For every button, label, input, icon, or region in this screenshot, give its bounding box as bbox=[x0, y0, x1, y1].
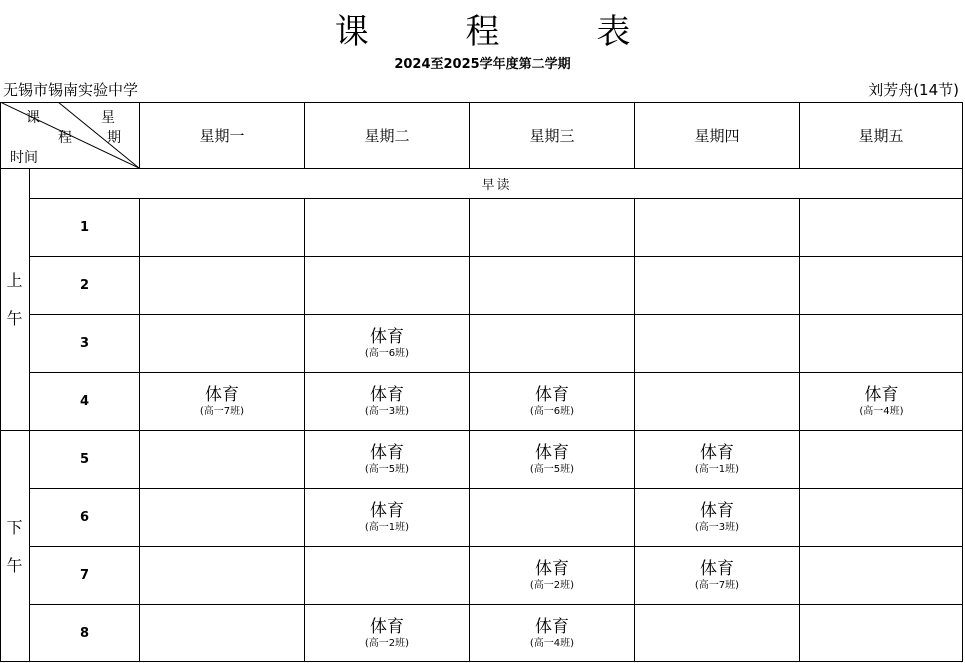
morning-reading-row: 早读 bbox=[30, 169, 963, 199]
corner-header bbox=[0, 102, 140, 169]
schedule-cell bbox=[635, 431, 800, 489]
schedule-cell bbox=[470, 315, 635, 373]
corner-cheng: 程 bbox=[58, 130, 72, 146]
schedule-cell bbox=[800, 199, 963, 257]
period-number: 6 bbox=[30, 489, 140, 547]
schedule-cell bbox=[305, 257, 470, 315]
class-name: (高一1班) bbox=[364, 521, 410, 533]
afternoon-label bbox=[0, 431, 30, 662]
schedule-cell bbox=[800, 315, 963, 373]
header-divider bbox=[0, 168, 963, 169]
morning-char: 午 bbox=[6, 308, 23, 328]
class-name: (高一5班) bbox=[529, 463, 575, 475]
schedule-cell bbox=[470, 547, 635, 605]
schedule-cell bbox=[635, 199, 800, 257]
period-number: 2 bbox=[30, 257, 140, 315]
page-title bbox=[0, 4, 965, 53]
schedule-cell bbox=[305, 373, 470, 431]
schedule-cell bbox=[470, 257, 635, 315]
schedule-cell bbox=[635, 605, 800, 662]
day-header: 星期一 bbox=[140, 102, 305, 169]
subject-name: 体育 bbox=[370, 384, 404, 405]
schedule-cell bbox=[800, 489, 963, 547]
subject-name: 体育 bbox=[535, 558, 569, 579]
title-char-2: 程 bbox=[465, 12, 500, 52]
title-char-1: 课 bbox=[334, 12, 369, 52]
schedule-cell bbox=[800, 605, 963, 662]
corner-time: 时间 bbox=[10, 150, 38, 166]
class-name: (高一6班) bbox=[364, 347, 410, 359]
schedule-cell bbox=[470, 199, 635, 257]
subject-name: 体育 bbox=[535, 442, 569, 463]
class-name: (高一3班) bbox=[694, 521, 740, 533]
morning-label bbox=[0, 169, 30, 431]
schedule-cell bbox=[305, 489, 470, 547]
schedule-cell bbox=[635, 489, 800, 547]
schedule-cell bbox=[140, 547, 305, 605]
subject-name: 体育 bbox=[700, 442, 734, 463]
class-name: (高一4班) bbox=[859, 405, 904, 417]
schedule-cell bbox=[470, 489, 635, 547]
subject-name: 体育 bbox=[864, 384, 899, 405]
schedule-cell bbox=[305, 431, 470, 489]
school-name: 无锡市锡南实验中学 bbox=[3, 81, 139, 99]
class-name: (高一5班) bbox=[364, 463, 410, 475]
subject-name: 体育 bbox=[535, 616, 569, 637]
afternoon-char: 下 bbox=[6, 517, 23, 537]
schedule-cell bbox=[800, 373, 963, 431]
schedule-cell bbox=[635, 315, 800, 373]
schedule-cell bbox=[140, 199, 305, 257]
schedule-cell bbox=[140, 489, 305, 547]
day-header: 星期四 bbox=[635, 102, 800, 169]
schedule-cell bbox=[140, 315, 305, 373]
subject-name: 体育 bbox=[700, 558, 734, 579]
schedule-cell bbox=[305, 199, 470, 257]
schedule-cell bbox=[635, 547, 800, 605]
period-number: 3 bbox=[30, 315, 140, 373]
timetable-grid bbox=[0, 102, 963, 662]
subject-name: 体育 bbox=[370, 616, 404, 637]
term-subtitle: 2024至2025学年度第二学期 bbox=[394, 57, 571, 72]
day-header: 星期五 bbox=[800, 102, 963, 169]
period-number: 7 bbox=[30, 547, 140, 605]
period-number: 8 bbox=[30, 605, 140, 662]
schedule-cell bbox=[140, 431, 305, 489]
schedule-cell bbox=[635, 373, 800, 431]
schedule-cell bbox=[305, 315, 470, 373]
period-number: 1 bbox=[30, 199, 140, 257]
class-name: (高一7班) bbox=[694, 579, 740, 591]
subject-name: 体育 bbox=[205, 384, 239, 405]
schedule-cell bbox=[470, 605, 635, 662]
subject-name: 体育 bbox=[370, 442, 404, 463]
class-name: (高一6班) bbox=[529, 405, 575, 417]
schedule-cell bbox=[140, 257, 305, 315]
period-number: 5 bbox=[30, 431, 140, 489]
corner-xing: 星 bbox=[101, 110, 115, 126]
subject-name: 体育 bbox=[700, 500, 734, 521]
title-char-3: 表 bbox=[596, 12, 631, 52]
schedule-cell bbox=[635, 257, 800, 315]
class-name: (高一3班) bbox=[364, 405, 410, 417]
subject-name: 体育 bbox=[535, 384, 569, 405]
class-name: (高一2班) bbox=[529, 579, 575, 591]
schedule-cell bbox=[470, 431, 635, 489]
teacher-name: 刘芳舟(14节) bbox=[868, 81, 959, 99]
schedule-cell bbox=[470, 373, 635, 431]
class-name: (高一4班) bbox=[529, 637, 575, 649]
corner-ke: 课 bbox=[26, 110, 40, 126]
morning-char: 上 bbox=[6, 270, 23, 290]
schedule-cell bbox=[305, 605, 470, 662]
schedule-cell bbox=[305, 547, 470, 605]
schedule-cell bbox=[800, 547, 963, 605]
corner-qi: 期 bbox=[107, 130, 121, 146]
schedule-cell bbox=[140, 605, 305, 662]
class-name: (高一1班) bbox=[694, 463, 740, 475]
schedule-cell bbox=[800, 257, 963, 315]
schedule-cell bbox=[800, 431, 963, 489]
class-name: (高一7班) bbox=[199, 405, 245, 417]
afternoon-char: 午 bbox=[6, 555, 23, 575]
class-name: (高一2班) bbox=[364, 637, 410, 649]
subject-name: 体育 bbox=[370, 326, 404, 347]
period-number: 4 bbox=[30, 373, 140, 431]
subject-name: 体育 bbox=[370, 500, 404, 521]
day-header: 星期二 bbox=[305, 102, 470, 169]
day-header: 星期三 bbox=[470, 102, 635, 169]
schedule-cell bbox=[140, 373, 305, 431]
